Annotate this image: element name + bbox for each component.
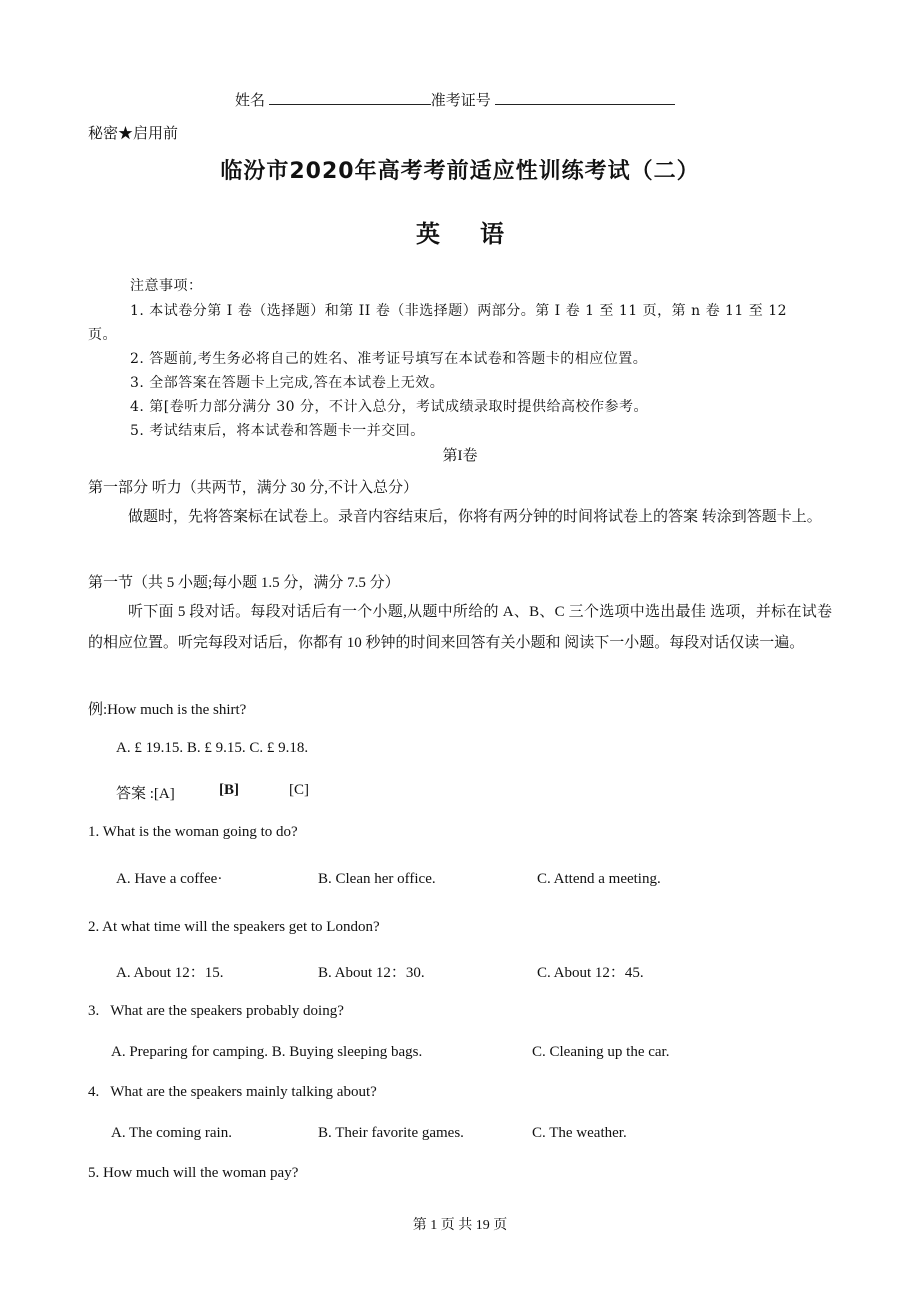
question-4: 4. What are the speakers mainly talking about? — [88, 1084, 377, 1100]
question-5: 5. How much will the woman pay? — [88, 1165, 299, 1181]
part1-instruction: 做题时，先将答案标在试卷上。录音内容结束后，你将有两分钟的时间将试卷上的答案 转涂到答题卡上。 — [128, 509, 822, 525]
notes-item-3: 3. 全部答案在答题卡上完成,答在本试卷上无效。 — [130, 375, 445, 391]
question-3: 3. What are the speakers probably doing? — [88, 1003, 344, 1019]
notes-heading: 注意事项： — [130, 278, 203, 294]
question-2: 2. At what time will the speakers get to London? — [88, 919, 380, 935]
question-1: 1. What is the woman going to do? — [88, 824, 298, 840]
name-field — [235, 89, 675, 110]
notes-item-5: 5. 考试结束后，将本试卷和答题卡一并交回。 — [130, 423, 425, 439]
notes-item-1-cont: 页。 — [88, 327, 117, 343]
subject-title: 英语 — [416, 220, 544, 248]
example-answer-b: [B] — [219, 782, 239, 798]
notes-item-2: 2. 答题前,考生务必将自己的姓名、准考证号填写在本试卷和答题卡的相应位置。 — [130, 351, 648, 367]
notes-item-1: 1. 本试卷分第 I 卷（选择题）和第 II 卷（非选择题）两部分。第 I 卷 1 至 11 页，第 n 卷 11 至 12 — [130, 303, 788, 319]
q1-option-b[interactable]: B. Clean her office. — [318, 871, 436, 887]
section1-heading: 第一节（共 5 小题;每小题 1.5 分，满分 7.5 分） — [88, 575, 400, 591]
page-footer: 第 1 页 共 19 页 — [412, 1218, 508, 1233]
example-question: 例:How much is the shirt? — [88, 702, 247, 718]
example-answer-a: 答案 :[A] — [116, 786, 175, 802]
q3-option-c[interactable]: C. Cleaning up the car. — [532, 1044, 670, 1060]
q2-option-c[interactable]: C. About 12：45. — [537, 965, 644, 981]
example-answer-c: [C] — [289, 782, 309, 798]
q2-option-a[interactable]: A. About 12：15. — [116, 965, 224, 981]
name-blank[interactable] — [269, 90, 431, 105]
q4-option-a[interactable]: A. The coming rain. — [111, 1125, 232, 1141]
id-blank[interactable] — [495, 90, 675, 105]
confidential-mark: 秘密★启用前 — [88, 126, 179, 142]
q4-option-b[interactable]: B. Their favorite games. — [318, 1125, 464, 1141]
notes-item-4: 4. 第[卷听力部分满分 30 分，不计入总分，考试成绩录取时提供给高校作参考。 — [130, 399, 648, 415]
q1-option-a[interactable]: A. Have a coffee· — [116, 871, 223, 887]
id-label: 准考证号 — [430, 93, 491, 109]
volume-heading: 第I卷 — [442, 448, 478, 464]
q1-option-c[interactable]: C. Attend a meeting. — [537, 871, 661, 887]
part1-heading: 第一部分 听力（共两节，满分 30 分,不计入总分） — [88, 480, 419, 496]
page-title: 临汾市2020年高考考前适应性训练考试（二） — [220, 159, 700, 184]
example-options: A. £ 19.15. B. £ 9.15. C. £ 9.18. — [116, 740, 309, 756]
q4-option-c[interactable]: C. The weather. — [532, 1125, 627, 1141]
q2-option-b[interactable]: B. About 12：30. — [318, 965, 425, 981]
name-label: 姓名 — [235, 93, 266, 109]
q3-options-ab[interactable]: A. Preparing for camping. B. Buying sleeping bags. — [111, 1044, 423, 1060]
section1-instruction: 听下面 5 段对话。每段对话后有一个小题,从题中所给的 A、B、C 三个选项中选出最佳 选项，并标在试卷的相应位置。听完每段对话后，你都有 10 秒钟的时间来回答有关小题和 阅读下一小题。每段对话仅读一遍。 — [88, 604, 832, 651]
